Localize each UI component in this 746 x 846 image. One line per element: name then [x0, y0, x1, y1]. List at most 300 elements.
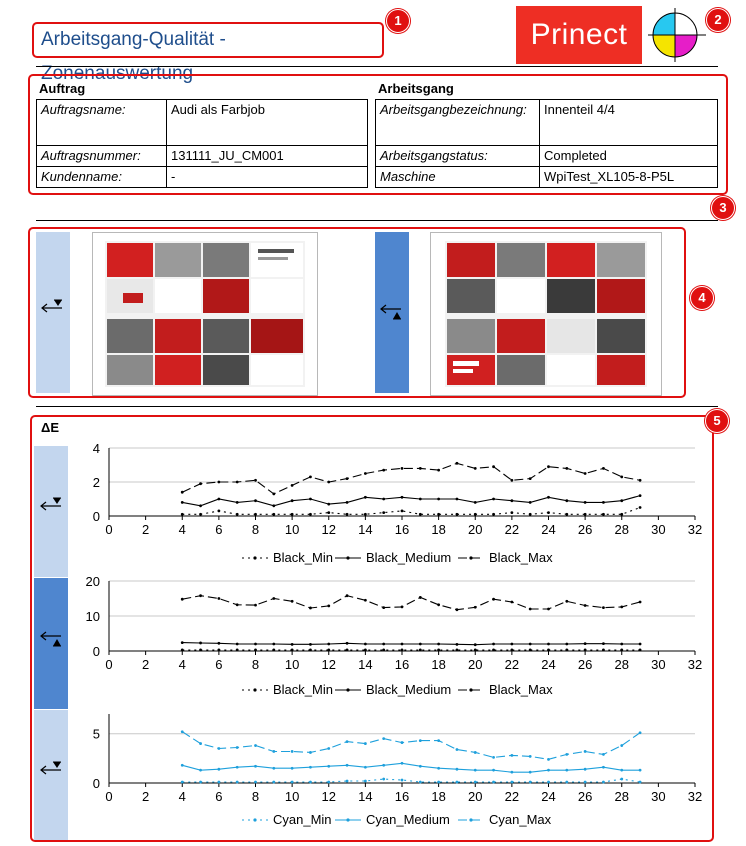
data-point-Black_Min	[437, 513, 440, 516]
data-point-Cyan_Max	[401, 741, 404, 744]
data-point-Black_Max	[364, 472, 367, 475]
data-point-Black_Max	[291, 484, 294, 487]
data-point-Black_Max	[620, 476, 623, 479]
data-point-Cyan_Medium	[236, 766, 239, 769]
data-point-Black_Max	[236, 481, 239, 484]
x-tick-label: 2	[142, 657, 150, 672]
data-point-Cyan_Medium	[529, 771, 532, 774]
data-point-Cyan_Min	[346, 780, 349, 783]
data-point-Cyan_Max	[236, 746, 239, 749]
data-point-Cyan_Medium	[382, 764, 385, 767]
data-point-Black_Max	[346, 594, 349, 597]
x-tick-label: 4	[178, 522, 186, 537]
data-point-Black_Max	[382, 606, 385, 609]
data-point-Black_Max	[584, 472, 587, 475]
delta-e-heading: ΔE	[41, 420, 60, 435]
x-tick-label: 24	[541, 789, 556, 804]
data-point-Black_Min	[199, 513, 202, 516]
data-point-Black_Medium	[639, 643, 642, 646]
x-tick-label: 28	[614, 522, 629, 537]
data-point-Black_Min	[456, 513, 459, 516]
data-point-Cyan_Medium	[181, 764, 184, 767]
data-point-Cyan_Max	[382, 737, 385, 740]
divider	[36, 66, 718, 67]
operation-table	[375, 99, 718, 188]
data-point-Cyan_Medium	[254, 765, 257, 768]
data-point-Cyan_Max	[272, 750, 275, 753]
x-tick-label: 8	[251, 522, 260, 537]
data-point-Black_Min	[529, 649, 532, 652]
data-point-Black_Medium	[272, 504, 275, 507]
data-point-Black_Medium	[291, 643, 294, 646]
data-point-Black_Max	[309, 476, 312, 479]
y-tick-label: 0	[92, 509, 100, 524]
data-point-Black_Min	[565, 649, 568, 652]
y-tick-label: 5	[92, 726, 100, 742]
data-point-Black_Min	[272, 513, 275, 516]
series-line-Black_Max	[182, 463, 640, 494]
data-point-Cyan_Medium	[217, 768, 220, 771]
x-tick-label: 30	[651, 789, 666, 804]
data-point-Black_Min	[456, 649, 459, 652]
x-tick-label: 26	[577, 657, 593, 672]
x-tick-label: 6	[215, 522, 223, 537]
data-point-Cyan_Max	[254, 744, 257, 747]
data-point-Black_Medium	[346, 642, 349, 645]
x-tick-label: 8	[251, 789, 260, 804]
data-point-Cyan_Medium	[602, 766, 605, 769]
data-point-Cyan_Max	[565, 753, 568, 756]
data-point-Cyan_Medium	[565, 769, 568, 772]
data-point-Cyan_Max	[510, 754, 513, 757]
x-tick-label: 6	[215, 657, 223, 672]
sheet-back-icon	[379, 303, 405, 321]
data-point-Cyan_Min	[217, 781, 220, 784]
x-tick-label: 20	[468, 657, 483, 672]
data-point-Black_Max	[456, 608, 459, 611]
data-point-Black_Medium	[529, 501, 532, 504]
legend-swatch-marker	[469, 688, 472, 691]
x-tick-label: 26	[577, 789, 593, 804]
delta-e-chart-black-front	[72, 440, 712, 580]
data-point-Black_Min	[217, 510, 220, 513]
data-point-Black_Min	[327, 649, 330, 652]
data-point-Black_Min	[419, 513, 422, 516]
data-point-Black_Min	[584, 513, 587, 516]
customer-name-value: -	[167, 167, 368, 188]
x-tick-label: 16	[394, 789, 410, 804]
data-point-Black_Medium	[327, 503, 330, 506]
operation-status-label: Arbeitsgangstatus:	[376, 146, 540, 167]
x-tick-label: 28	[614, 789, 629, 804]
data-point-Black_Medium	[565, 499, 568, 502]
data-point-Black_Max	[346, 477, 349, 480]
data-point-Black_Medium	[565, 643, 568, 646]
data-point-Black_Max	[382, 469, 385, 472]
legend-label: Cyan_Min	[273, 812, 332, 827]
data-point-Cyan_Medium	[199, 769, 202, 772]
data-point-Black_Max	[327, 604, 330, 607]
data-point-Black_Min	[492, 513, 495, 516]
data-point-Black_Min	[327, 511, 330, 514]
prinect-logo: Prinect	[516, 6, 642, 64]
x-tick-label: 2	[142, 789, 150, 804]
data-point-Black_Medium	[456, 498, 459, 501]
data-point-Black_Medium	[364, 496, 367, 499]
data-point-Black_Medium	[492, 643, 495, 646]
data-point-Cyan_Min	[419, 781, 422, 784]
x-tick-label: 4	[178, 657, 186, 672]
data-point-Black_Max	[254, 604, 257, 607]
front-sheet-preview	[92, 232, 318, 396]
data-point-Cyan_Min	[309, 781, 312, 784]
data-point-Black_Max	[529, 608, 532, 611]
data-point-Black_Min	[254, 513, 257, 516]
order-name-value: Audi als Farbjob	[167, 100, 368, 146]
x-tick-label: 32	[687, 522, 703, 537]
data-point-Black_Min	[547, 511, 550, 514]
data-point-Cyan_Min	[199, 781, 202, 784]
x-tick-label: 16	[394, 522, 410, 537]
data-point-Cyan_Min	[236, 781, 239, 784]
data-point-Cyan_Max	[547, 758, 550, 761]
data-point-Black_Max	[474, 467, 477, 470]
data-point-Cyan_Max	[419, 739, 422, 742]
data-point-Black_Max	[217, 481, 220, 484]
data-point-Cyan_Medium	[639, 769, 642, 772]
data-point-Black_Max	[419, 596, 422, 599]
data-point-Black_Medium	[456, 643, 459, 646]
data-point-Black_Min	[217, 649, 220, 652]
data-point-Black_Medium	[309, 498, 312, 501]
machine-label: Maschine	[376, 167, 540, 188]
legend-swatch-marker	[253, 818, 256, 821]
data-point-Black_Medium	[474, 643, 477, 646]
data-point-Cyan_Max	[309, 751, 312, 754]
data-point-Black_Max	[217, 597, 220, 600]
operation-status-value: Completed	[540, 146, 718, 167]
data-point-Black_Medium	[181, 501, 184, 504]
divider	[36, 220, 718, 221]
data-point-Black_Max	[547, 465, 550, 468]
order-name-label: Auftragsname:	[37, 100, 167, 146]
x-tick-label: 14	[358, 789, 373, 804]
y-tick-label: 4	[92, 441, 100, 456]
data-point-Cyan_Medium	[419, 765, 422, 768]
data-point-Black_Min	[474, 649, 477, 652]
x-tick-label: 14	[358, 657, 373, 672]
data-point-Cyan_Max	[364, 742, 367, 745]
data-point-Black_Max	[639, 479, 642, 482]
annotation-badge-4: 4	[690, 286, 714, 310]
delta-e-chart-black-back	[72, 573, 712, 713]
data-point-Cyan_Max	[437, 739, 440, 742]
data-point-Cyan_Medium	[492, 769, 495, 772]
data-point-Cyan_Max	[346, 740, 349, 743]
data-point-Black_Medium	[199, 504, 202, 507]
data-point-Black_Medium	[291, 499, 294, 502]
data-point-Cyan_Max	[327, 747, 330, 750]
data-point-Cyan_Min	[602, 781, 605, 784]
back-sheet-preview	[430, 232, 662, 396]
data-point-Black_Medium	[584, 642, 587, 645]
data-point-Black_Min	[346, 513, 349, 516]
data-point-Cyan_Min	[437, 781, 440, 784]
chart3-sheet-front-icon	[39, 760, 65, 776]
order-number-label: Auftragsnummer:	[37, 146, 167, 167]
legend-label: Black_Max	[489, 550, 553, 565]
data-point-Black_Max	[309, 607, 312, 610]
data-point-Black_Max	[437, 603, 440, 606]
data-point-Cyan_Medium	[346, 764, 349, 767]
data-point-Black_Min	[492, 649, 495, 652]
chart1-sheet-front-icon	[39, 496, 65, 512]
data-point-Cyan_Min	[327, 781, 330, 784]
data-point-Black_Max	[565, 600, 568, 603]
data-point-Black_Medium	[419, 643, 422, 646]
data-point-Black_Max	[437, 469, 440, 472]
legend-label: Black_Min	[273, 550, 333, 565]
x-tick-label: 2	[142, 522, 150, 537]
data-point-Cyan_Min	[639, 781, 642, 784]
data-point-Cyan_Min	[364, 780, 367, 783]
data-point-Black_Max	[602, 606, 605, 609]
data-point-Black_Min	[364, 649, 367, 652]
series-line-Black_Max	[182, 596, 640, 610]
x-tick-label: 8	[251, 657, 260, 672]
data-point-Black_Min	[236, 513, 239, 516]
data-point-Cyan_Max	[602, 753, 605, 756]
x-tick-label: 4	[178, 789, 186, 804]
series-line-Cyan_Min	[182, 779, 640, 782]
data-point-Black_Medium	[602, 501, 605, 504]
y-tick-label: 2	[92, 475, 100, 490]
delta-e-chart-cyan-front	[72, 706, 712, 842]
x-tick-label: 22	[504, 789, 520, 804]
data-point-Cyan_Max	[474, 751, 477, 754]
y-tick-label: 20	[85, 574, 100, 589]
data-point-Black_Max	[510, 601, 513, 604]
data-point-Cyan_Min	[254, 781, 257, 784]
data-point-Black_Max	[181, 491, 184, 494]
legend-swatch-marker	[469, 818, 472, 821]
data-point-Black_Medium	[492, 498, 495, 501]
data-point-Cyan_Medium	[291, 767, 294, 770]
legend-label: Cyan_Max	[489, 812, 552, 827]
x-tick-label: 30	[651, 522, 666, 537]
legend-swatch-marker	[346, 688, 349, 691]
chart2-sheet-back-icon	[39, 630, 65, 648]
x-tick-label: 22	[504, 522, 520, 537]
legend-swatch-marker	[253, 556, 256, 559]
data-point-Black_Max	[181, 598, 184, 601]
data-point-Black_Min	[382, 649, 385, 652]
data-point-Cyan_Medium	[401, 762, 404, 765]
data-point-Cyan_Min	[474, 781, 477, 784]
x-tick-label: 0	[105, 657, 113, 672]
order-table	[36, 99, 368, 188]
y-tick-label: 10	[85, 609, 100, 624]
x-tick-label: 32	[687, 789, 703, 804]
machine-value: WpiTest_XL105-8-P5L	[540, 167, 718, 188]
data-point-Cyan_Min	[401, 779, 404, 782]
x-tick-label: 18	[431, 789, 446, 804]
x-tick-label: 10	[284, 522, 300, 537]
data-point-Black_Min	[401, 510, 404, 513]
data-point-Black_Min	[236, 649, 239, 652]
data-point-Black_Max	[602, 467, 605, 470]
annotation-box-1	[32, 22, 384, 84]
data-point-Black_Medium	[217, 642, 220, 645]
data-point-Black_Min	[620, 649, 623, 652]
x-tick-label: 20	[468, 789, 483, 804]
data-point-Cyan_Min	[510, 781, 513, 784]
y-tick-label: 0	[92, 776, 100, 791]
data-point-Cyan_Medium	[584, 768, 587, 771]
data-point-Black_Medium	[401, 643, 404, 646]
annotation-badge-5: 5	[705, 409, 729, 433]
page-title: Arbeitsgang-Qualität - Zonenauswertung	[41, 29, 226, 84]
x-tick-label: 22	[504, 657, 520, 672]
x-tick-label: 10	[284, 789, 300, 804]
data-point-Black_Max	[456, 462, 459, 465]
data-point-Black_Min	[547, 649, 550, 652]
x-tick-label: 12	[321, 522, 336, 537]
data-point-Black_Medium	[217, 498, 220, 501]
data-point-Cyan_Min	[492, 781, 495, 784]
x-tick-label: 24	[541, 657, 556, 672]
data-point-Black_Min	[510, 649, 513, 652]
data-point-Cyan_Medium	[510, 771, 513, 774]
data-point-Black_Min	[437, 649, 440, 652]
data-point-Black_Max	[639, 601, 642, 604]
data-point-Black_Min	[620, 513, 623, 516]
data-point-Black_Max	[547, 608, 550, 611]
data-point-Cyan_Max	[181, 730, 184, 733]
data-point-Black_Max	[492, 465, 495, 468]
legend-label: Black_Max	[489, 682, 553, 697]
data-point-Black_Min	[272, 649, 275, 652]
data-point-Black_Medium	[382, 643, 385, 646]
data-point-Black_Min	[510, 511, 513, 514]
data-point-Black_Medium	[602, 642, 605, 645]
data-point-Black_Medium	[254, 499, 257, 502]
x-tick-label: 0	[105, 789, 113, 804]
data-point-Black_Min	[529, 513, 532, 516]
data-point-Cyan_Max	[199, 742, 202, 745]
data-point-Black_Medium	[272, 643, 275, 646]
data-point-Cyan_Min	[529, 781, 532, 784]
divider	[36, 406, 718, 407]
data-point-Black_Medium	[181, 641, 184, 644]
data-point-Black_Min	[181, 649, 184, 652]
data-point-Black_Min	[309, 649, 312, 652]
data-point-Black_Medium	[584, 501, 587, 504]
data-point-Cyan_Max	[492, 756, 495, 759]
data-point-Black_Medium	[510, 499, 513, 502]
x-tick-label: 0	[105, 522, 113, 537]
data-point-Black_Min	[291, 513, 294, 516]
data-point-Black_Medium	[437, 643, 440, 646]
operation-name-label: Arbeitsgangbezeichnung:	[376, 100, 540, 146]
data-point-Black_Medium	[620, 643, 623, 646]
x-tick-label: 6	[215, 789, 223, 804]
data-point-Black_Min	[602, 649, 605, 652]
data-point-Cyan_Min	[565, 781, 568, 784]
data-point-Black_Medium	[474, 501, 477, 504]
data-point-Black_Medium	[199, 642, 202, 645]
legend-label: Black_Medium	[366, 550, 452, 565]
data-point-Black_Medium	[309, 643, 312, 646]
data-point-Black_Medium	[547, 496, 550, 499]
data-point-Black_Max	[272, 493, 275, 496]
data-point-Black_Max	[419, 467, 422, 470]
legend-swatch-marker	[346, 818, 349, 821]
data-point-Black_Max	[565, 467, 568, 470]
series-line-Cyan_Max	[182, 732, 640, 760]
data-point-Black_Medium	[401, 496, 404, 499]
data-point-Cyan_Medium	[309, 766, 312, 769]
order-heading: Auftrag	[39, 81, 86, 96]
data-point-Cyan_Medium	[547, 769, 550, 772]
data-point-Black_Min	[419, 649, 422, 652]
annotation-badge-3: 3	[711, 196, 735, 220]
data-point-Black_Max	[584, 604, 587, 607]
data-point-Black_Max	[492, 598, 495, 601]
data-point-Black_Medium	[620, 499, 623, 502]
legend-label: Black_Min	[273, 682, 333, 697]
data-point-Black_Max	[401, 606, 404, 609]
data-point-Black_Min	[474, 513, 477, 516]
data-point-Cyan_Min	[456, 781, 459, 784]
data-point-Black_Medium	[437, 498, 440, 501]
data-point-Black_Max	[510, 479, 513, 482]
data-point-Black_Max	[620, 606, 623, 609]
annotation-badge-1: 1	[386, 9, 410, 33]
data-point-Black_Medium	[236, 501, 239, 504]
data-point-Black_Medium	[510, 643, 513, 646]
data-point-Cyan_Max	[291, 750, 294, 753]
data-point-Black_Medium	[529, 643, 532, 646]
data-point-Cyan_Max	[529, 755, 532, 758]
data-point-Cyan_Min	[291, 781, 294, 784]
data-point-Black_Min	[309, 513, 312, 516]
x-tick-label: 14	[358, 522, 373, 537]
data-point-Cyan_Medium	[456, 768, 459, 771]
x-tick-label: 26	[577, 522, 593, 537]
data-point-Black_Max	[254, 479, 257, 482]
order-number-value: 131111_JU_CM001	[167, 146, 368, 167]
data-point-Black_Min	[584, 649, 587, 652]
data-point-Cyan_Min	[181, 781, 184, 784]
data-point-Cyan_Min	[382, 778, 385, 781]
data-point-Cyan_Medium	[474, 769, 477, 772]
data-point-Black_Medium	[419, 498, 422, 501]
data-point-Cyan_Min	[272, 781, 275, 784]
data-point-Cyan_Max	[620, 744, 623, 747]
data-point-Black_Max	[272, 597, 275, 600]
data-point-Black_Max	[474, 606, 477, 609]
series-line-Black_Min	[182, 508, 640, 515]
data-point-Black_Medium	[346, 501, 349, 504]
data-point-Black_Min	[639, 506, 642, 509]
legend-swatch-marker	[346, 556, 349, 559]
data-point-Cyan_Min	[620, 778, 623, 781]
data-point-Black_Min	[291, 649, 294, 652]
data-point-Cyan_Max	[584, 750, 587, 753]
annotation-badge-2: 2	[706, 8, 730, 32]
series-line-Black_Medium	[182, 496, 640, 506]
